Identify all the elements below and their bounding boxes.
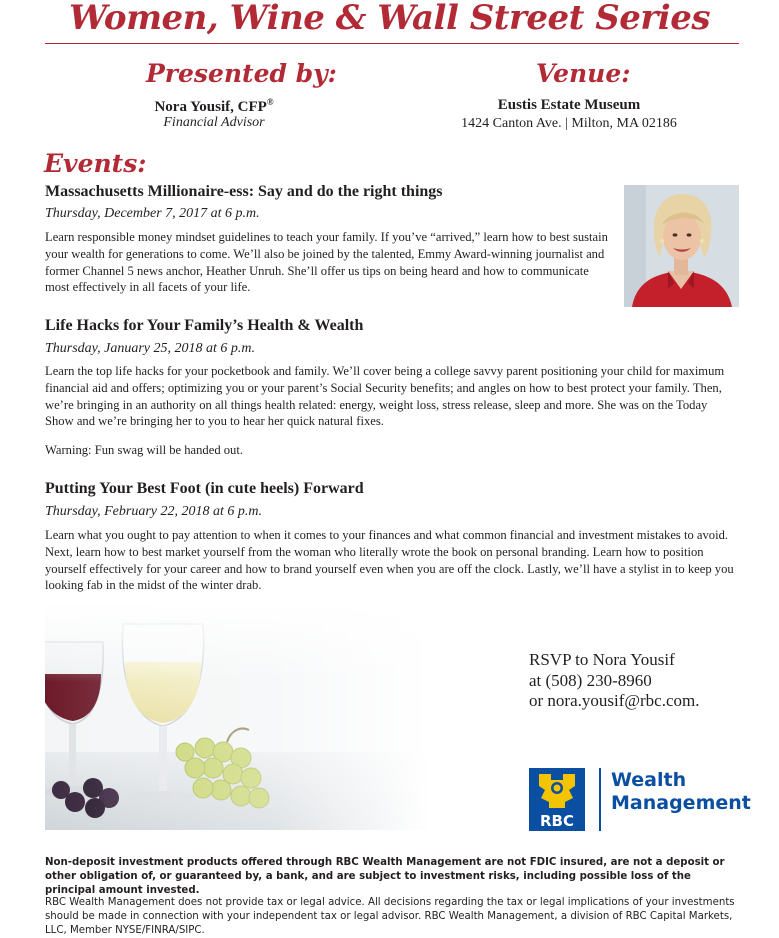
venue-address: 1424 Canton Ave. | Milton, MA 02186: [461, 116, 677, 131]
event-2-date: Thursday, January 25, 2018 at 6 p.m.: [45, 341, 255, 356]
fdic-disclaimer: Non-deposit investment products offered through RBC Wealth Management are not FDIC insured, are not a deposit or other obligation of, or guaranteed by, a bank, and are subject to investment risks, including possible loss of the principal amount invested.: [45, 857, 725, 896]
rsvp-block: [529, 650, 700, 712]
registered-mark: ®: [266, 97, 274, 107]
event-1-description: Learn responsible money mindset guidelines to teach your family. If you’ve “arrived,” learn how to best sustain your wealth for generations to come. We’ll also be joined by the talented, Emmy Award-winning journalist and former Channel 5 news anchor, Heather Unruh. She’ll offer us tips on being heard and how to communicate most effectively in all facets of your life.: [45, 230, 608, 295]
series-title: Women, Wine & Wall Street Series: [68, 0, 710, 38]
header-divider: [45, 43, 739, 44]
event-2-description: Learn the top life hacks for your pocketbook and family. We’ll cover being a college savvy parent positioning your child for maximum financial aid and offers; optimizing you or your parent’s Social Security benefits; and angles on how to best protect your family. Then, we’re bringing in an authority on all things health related: energy, weight loss, stress release, sleep and more. She was on the Today Show and we’re bringing her to you to hear her quick natural fixes.: [45, 364, 725, 429]
portrait-illustration: [624, 185, 739, 307]
venue-heading: Venue:: [536, 59, 631, 88]
logo-divider: [599, 768, 601, 831]
venue-name: Eustis Estate Museum: [497, 97, 641, 113]
guest-portrait-photo: [624, 185, 739, 307]
event-2-title: Life Hacks for Your Family’s Health & Wealth: [45, 317, 364, 334]
wine-illustration: [45, 602, 430, 830]
event-3-title: Putting Your Best Foot (in cute heels) Forward: [45, 480, 364, 497]
rbc-logo-text: RBC: [540, 812, 574, 830]
event-3-date: Thursday, February 22, 2018 at 6 p.m.: [45, 504, 262, 519]
events-heading: Events:: [44, 149, 147, 178]
event-3-description: Learn what you ought to pay attention to when it comes to your finances and what common financial and investment mistakes to avoid. Next, learn how to best market yourself from the woman who literally wrote the book on personal branding. Learn how to position yourself effectively for your career and how to brand yourself even when you are off the clock. Lastly, we’ll have a stylist in to keep you looking fab in the midst of the winter drab.: [45, 528, 734, 593]
rsvp-line-1: RSVP to Nora Yousif: [529, 650, 675, 669]
wine-glasses-photo: [45, 602, 430, 830]
event-2-note: Warning: Fun swag will be handed out.: [45, 443, 244, 457]
event-1-date: Thursday, December 7, 2017 at 6 p.m.: [45, 206, 260, 221]
rsvp-email: or nora.yousif@rbc.com.: [529, 691, 700, 710]
presenter-name: [90, 97, 338, 116]
tax-legal-disclaimer: RBC Wealth Management does not provide tax or legal advice. All decisions regarding the tax or legal implications of your investments should be made in connection with your independent tax or legal advisor. RBC Wealth Management, a division of RBC Capital Markets, LLC, Member NYSE/FINRA/SIPC.: [45, 897, 735, 936]
rbc-logo: [529, 768, 585, 831]
presented-by-heading: Presented by:: [146, 59, 337, 88]
management-wordmark: Management: [611, 792, 751, 814]
presenter-name-text: Nora Yousif, CFP: [154, 99, 267, 115]
presenter-title: Financial Advisor: [163, 115, 265, 130]
rsvp-phone: at (508) 230-8960: [529, 670, 652, 690]
rbc-lion-shield-icon: [529, 768, 585, 831]
event-1-title: Massachusetts Millionaire-ess: Say and do the right things: [45, 183, 443, 200]
wealth-wordmark: Wealth: [611, 769, 687, 791]
